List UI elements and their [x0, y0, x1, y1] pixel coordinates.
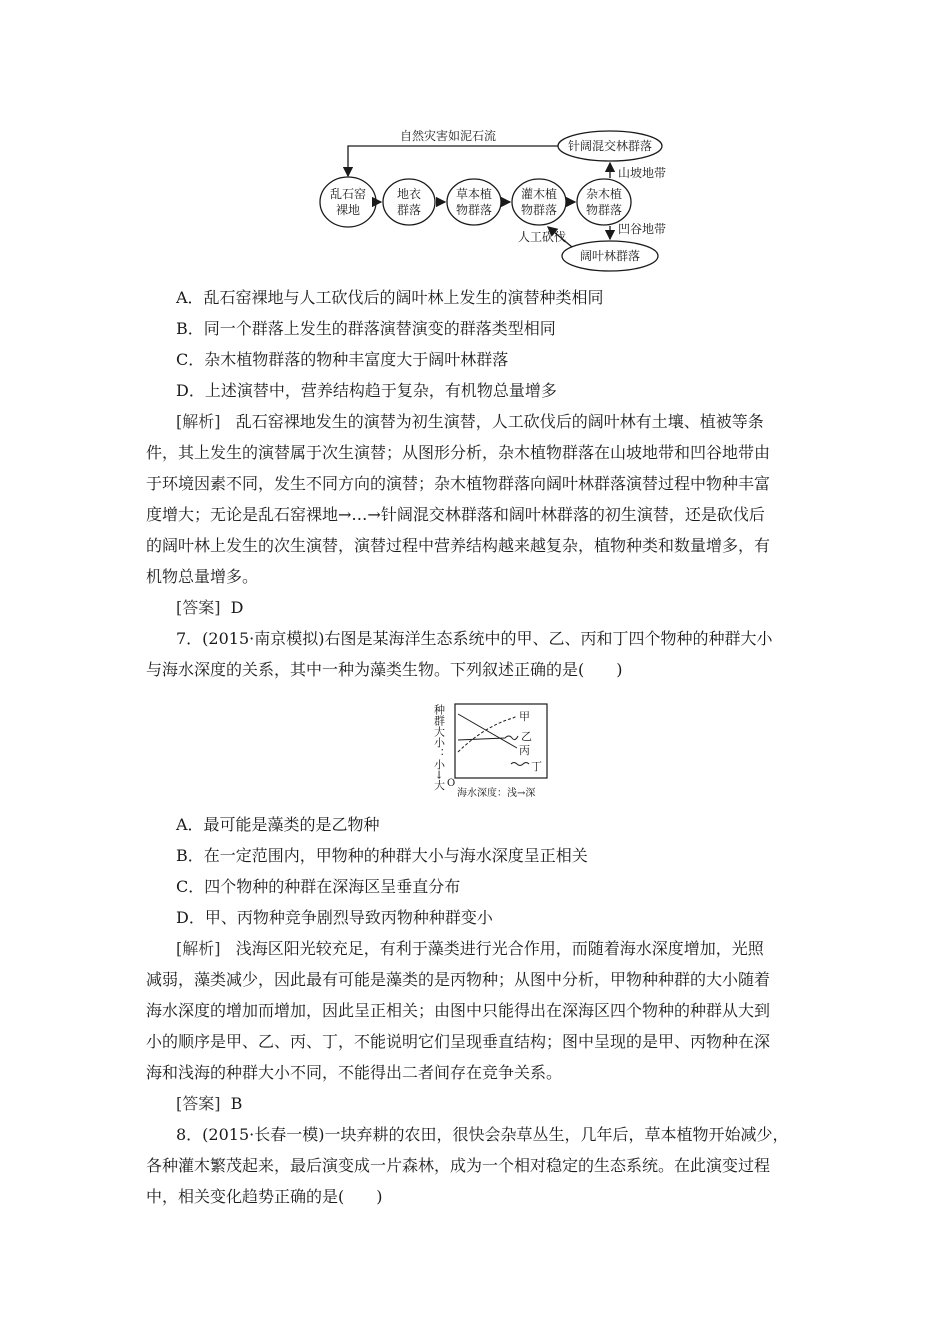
series-bing-label: 丙	[519, 744, 530, 757]
q7-answer-tag: [答案]	[176, 1094, 221, 1113]
node-mixed-forest	[558, 131, 662, 161]
series-ding-label: 丁	[531, 760, 542, 773]
q6-answer-value: D	[230, 598, 244, 617]
disaster-arrow	[348, 146, 558, 176]
q7-answer	[176, 1094, 846, 1114]
disaster-label: 自然灾害如泥石流	[399, 129, 497, 143]
series-yi-label: 乙	[521, 730, 532, 743]
q6-analysis-line-4: 度增大；无论是乱石窑裸地→…→针阔混交林群落和阔叶林群落的初生演替，还是砍伐后	[146, 505, 765, 524]
svg-text:草本植: 草本植	[455, 187, 493, 201]
q7-analysis-tag: [解析]	[176, 939, 221, 958]
valley-label: 凹谷地带	[618, 222, 667, 236]
q6-analysis-line-5: 的阔叶林上发生的次生演替，演替过程中营养结构越来越复杂，植物种类和数量增多，有	[146, 536, 771, 555]
svg-text:杂木植: 杂木植	[585, 187, 623, 201]
succession-diagram	[0, 0, 950, 290]
q6-option-d: D．上述演替中，营养结构趋于复杂，有机物总量增多	[176, 381, 557, 400]
svg-text:物群落: 物群落	[585, 203, 623, 217]
svg-text:灌木植: 灌木植	[520, 187, 558, 201]
q8-stem-line-1: 8．(2015·长春一模)一块弃耕的农田，很快会杂草丛生，几年后，草本植物开始减少，	[176, 1125, 789, 1144]
series-jia-label: 甲	[519, 710, 530, 723]
svg-text:物群落: 物群落	[455, 203, 493, 217]
q7-analysis-line-4: 小的顺序是甲、乙、丙、丁，不能说明它们呈现垂直结构；图中呈现的是甲、丙物种在深	[146, 1032, 771, 1051]
q8-stem-line-3: 中，相关变化趋势正确的是( )	[146, 1187, 383, 1206]
svg-text:乱石窑: 乱石窑	[329, 187, 367, 201]
node-mixed-wood	[577, 179, 631, 225]
q8-stem-line-2: 各种灌木繁茂起来，最后演变成一片森林，成为一个相对稳定的生态系统。在此演变过程	[146, 1156, 771, 1175]
svg-text:针阔混交林群落: 针阔混交林群落	[567, 139, 653, 153]
series-yi-curve	[458, 736, 518, 740]
population-depth-graph	[425, 692, 605, 802]
svg-text:阔叶林群落: 阔叶林群落	[579, 249, 641, 263]
q6-option-b: B．同一个群落上发生的群落演替演变的群落类型相同	[176, 319, 556, 338]
series-jia-curve	[458, 716, 517, 752]
q7-analysis-line-5: 海和浅海的种群大小不同，不能得出二者间存在竞争关系。	[146, 1063, 563, 1082]
svg-text:裸地: 裸地	[335, 203, 361, 217]
q6-analysis-line-1: [解析] 乱石窑裸地发生的演替为初生演替，人工砍伐后的阔叶林有土壤、植被等条	[176, 412, 764, 431]
q6-analysis-line-2: 件，其上发生的演替属于次生演替；从图形分析，杂木植物群落在山坡地带和凹谷地带由	[146, 443, 771, 462]
q6-analysis-tag: [解析]	[176, 412, 221, 431]
graph-origin: O	[447, 778, 456, 789]
q6-analysis-line-6: 机物总量增多。	[146, 567, 259, 586]
node-broadleaf-forest	[562, 241, 658, 271]
node-shrub	[512, 179, 566, 225]
series-ding-curve	[511, 763, 529, 766]
graph-xlabel: 海水深度：浅→深	[457, 788, 536, 799]
slope-label: 山坡地带	[618, 166, 667, 180]
svg-text:物群落: 物群落	[520, 203, 558, 217]
q7-option-d: D．甲、丙物种竞争剧烈导致丙物种种群变小	[176, 908, 493, 927]
logging-label: 人工砍伐	[518, 230, 567, 244]
graph-ylabel: 种群大小：小→大	[432, 704, 446, 791]
q7-stem-line-2: 与海水深度的关系，其中一种为藻类生物。下列叙述正确的是( )	[146, 660, 623, 679]
q6-option-c: C．杂木植物群落的物种丰富度大于阔叶林群落	[176, 350, 509, 369]
q6-answer-tag: [答案]	[176, 598, 221, 617]
q7-option-b: B．在一定范围内，甲物种的种群大小与海水深度呈正相关	[176, 846, 588, 865]
svg-text:地衣: 地衣	[396, 187, 422, 201]
q7-analysis-line-1: [解析] 浅海区阳光较充足，有利于藻类进行光合作用，而随着海水深度增加，光照	[176, 939, 764, 958]
node-herb	[447, 179, 501, 225]
node-bare-rock	[320, 177, 376, 227]
q7-stem-line-1: 7．(2015·南京模拟)右图是某海洋生态系统中的甲、乙、丙和丁四个物种的种群大小	[176, 629, 773, 648]
q7-answer-value: B	[230, 1094, 243, 1113]
q6-analysis-line-3: 于环境因素不同，发生不同方向的演替；杂木植物群落向阔叶林群落演替过程中物种丰富	[146, 474, 771, 493]
q7-option-a: A．最可能是藻类的是乙物种	[176, 815, 380, 834]
svg-text:群落: 群落	[396, 203, 422, 217]
q7-analysis-line-3: 海水深度的增加而增加，因此呈正相关；由图中只能得出在深海区四个物种的种群从大到	[146, 1001, 771, 1020]
q6-answer	[176, 598, 846, 618]
q7-analysis-line-2: 减弱，藻类减少，因此最有可能是藻类的是丙物种；从图中分析，甲物种种群的大小随着	[146, 970, 771, 989]
q6-option-a: A．乱石窑裸地与人工砍伐后的阔叶林上发生的演替种类相同	[176, 288, 604, 307]
q7-option-c: C．四个物种的种群在深海区呈垂直分布	[176, 877, 461, 896]
node-lichen	[383, 179, 435, 225]
